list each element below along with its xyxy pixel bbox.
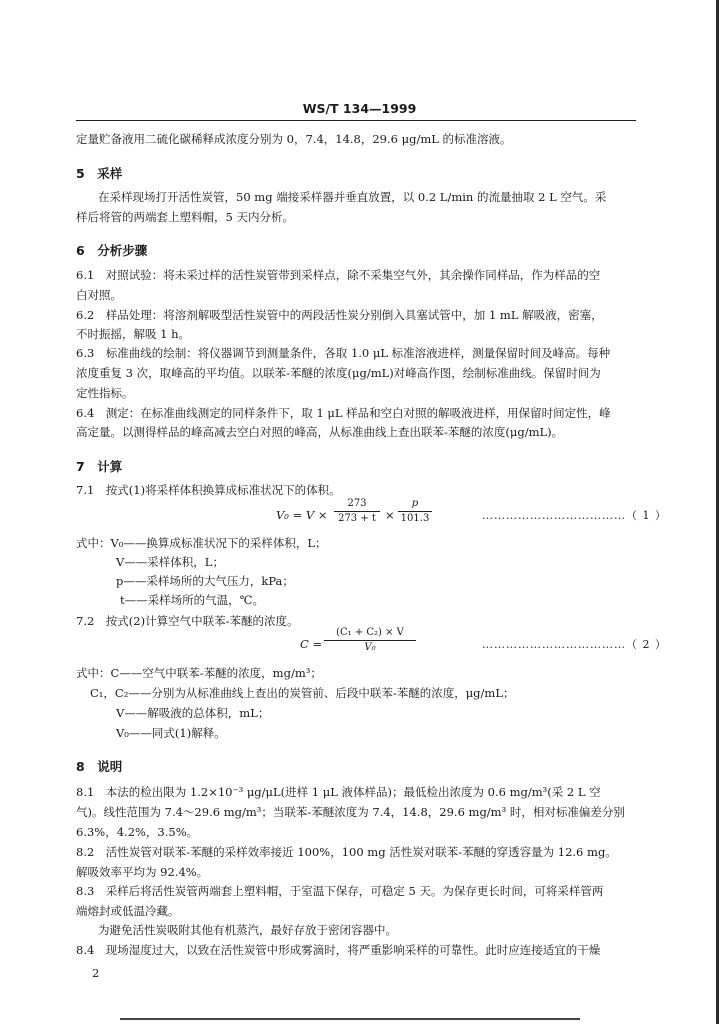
text-line: 8.4 现场湿度过大，以致在活性炭管中形成雾滴时，将严重影响采样的可靠性。此时应连接适宜的干燥 xyxy=(76,943,601,957)
text-line: 6.2 样品处理：将溶剂解吸型活性炭管中的两段活性炭分别倒入具塞试管中，加 1 mL 解吸液，密塞， xyxy=(76,308,603,322)
section-heading-7: 7 计算 xyxy=(76,459,123,474)
text-line: 8.1 本法的检出限为 1.2×10⁻³ μg/μL(进样 1 μL 液体样品)；最低检出浓度为 0.6 mg/m³(采 2 L 空 xyxy=(76,785,601,799)
formula-2-denominator: V₀ xyxy=(364,642,376,653)
text-line: 在采样现场打开活性炭管，50 mg 端接采样器并垂直放置，以 0.2 L/min 的流量抽取 2 L 空气。采 xyxy=(98,190,607,204)
equation-number-1: ………………………………（ 1 ） xyxy=(482,509,667,522)
text-line: 6.3%，4.2%，3.5%。 xyxy=(76,825,199,839)
formula-1-numerator-2: p xyxy=(411,498,419,509)
text-line: 6.4 测定：在标准曲线测定的同样条件下，取 1 μL 样品和空白对照的解吸液进样，用保留时间定性，峰 xyxy=(76,406,611,420)
text-line: 8.3 采样后将活性炭管两端套上塑料帽，于室温下保存，可稳定 5 天。为保存更长时间，可将采样管两 xyxy=(76,884,604,898)
text-line: p——采样场所的大气压力，kPa； xyxy=(116,574,294,588)
text-line: 气)。线性范围为 7.4～29.6 mg/m³；当联苯-苯醚浓度为 7.4，14.8，29.6 mg/m³ 时，相对标准偏差分别 xyxy=(76,805,625,819)
text-line: 定性指标。 xyxy=(76,386,134,400)
formula-1-denominator-1: 273 + t xyxy=(338,513,376,524)
text-line: 6.1 对照试验：将未采过样的活性炭管带到采样点，除不采集空气外，其余操作同样品，作为样品的空 xyxy=(76,268,601,282)
text-line: 样后将管的两端套上塑料帽，5 天内分析。 xyxy=(76,210,294,224)
formula-1-numerator-1: 273 xyxy=(347,498,367,509)
fraction-bar xyxy=(398,511,432,512)
standard-number-header: WS/T 134—1999 xyxy=(302,101,417,116)
text-line: 式中：C——空气中联苯-苯醚的浓度，mg/m³； xyxy=(76,666,322,680)
formula-1-fraction-2 xyxy=(398,498,432,525)
formula-1-denominator-2: 101.3 xyxy=(400,513,430,524)
text-line: 式中：V₀——换算成标准状况下的采样体积，L； xyxy=(76,536,327,550)
fraction-bar xyxy=(334,511,380,512)
text-line: 高定量。以测得样品的峰高减去空白对照的峰高，从标准曲线上查出联苯-苯醚的浓度(μg/mL)。 xyxy=(76,425,564,439)
section-heading-6: 6 分析步骤 xyxy=(76,243,148,258)
text-line: V₀——同式(1)解释。 xyxy=(116,726,226,740)
equation-number-2: ………………………………（ 2 ） xyxy=(482,638,667,651)
text-line: 6.3 标准曲线的绘制：将仪器调节到测量条件，各取 1.0 μL 标准溶液进样，测量保留时间及峰高。每种 xyxy=(76,346,611,360)
text-line: 7.1 按式(1)将采样体积换算成标准状况下的体积。 xyxy=(76,483,341,497)
scan-edge-bottom xyxy=(120,1018,580,1020)
fraction-bar xyxy=(324,640,416,641)
formula-2-numerator: (C₁ + C₂) × V xyxy=(336,627,404,638)
section-heading-5: 5 采样 xyxy=(76,166,123,181)
section-heading-8: 8 说明 xyxy=(76,759,123,774)
text-line: 为避免活性炭吸附其他有机蒸汽，最好存放于密闭容器中。 xyxy=(98,923,397,937)
header-rule xyxy=(76,120,636,121)
text-line: 浓度重复 3 次，取峰高的平均值。以联苯-苯醚的浓度(μg/mL)对峰高作图，绘制标准曲线。保留时间为 xyxy=(76,366,601,380)
text-line: 定量贮备液用二硫化碳稀释成浓度分别为 0，7.4，14.8，29.6 μg/mL 的标准溶液。 xyxy=(76,132,512,146)
text-line: 7.2 按式(2)计算空气中联苯-苯醚的浓度。 xyxy=(76,614,299,628)
formula-2-fraction xyxy=(324,627,416,654)
text-line: V——解吸液的总体积，mL； xyxy=(116,706,270,720)
text-line: 8.2 活性炭管对联苯-苯醚的采样效率接近 100%，100 mg 活性炭对联苯-苯醚的穿透容量为 12.6 mg。 xyxy=(76,845,617,859)
text-line: 端熔封或低温冷藏。 xyxy=(76,904,180,918)
text-line: 解吸效率平均为 92.4%。 xyxy=(76,865,209,879)
text-line: 不时振摇，解吸 1 h。 xyxy=(76,327,191,341)
text-line: 白对照。 xyxy=(76,288,122,302)
text-line: C₁，C₂——分别为从标准曲线上查出的炭管前、后段中联苯-苯醚的浓度，μg/mL； xyxy=(90,686,515,700)
page-number: 2 xyxy=(92,966,100,980)
formula-1-times: × xyxy=(385,508,395,522)
text-line: t——采样场所的气温，℃。 xyxy=(120,593,264,607)
formula-1-fraction-1 xyxy=(334,498,380,525)
text-line: V——采样体积，L； xyxy=(116,555,224,569)
formula-2-lhs: C = xyxy=(300,637,323,651)
formula-1-lhs: V₀ = V × xyxy=(276,508,328,522)
